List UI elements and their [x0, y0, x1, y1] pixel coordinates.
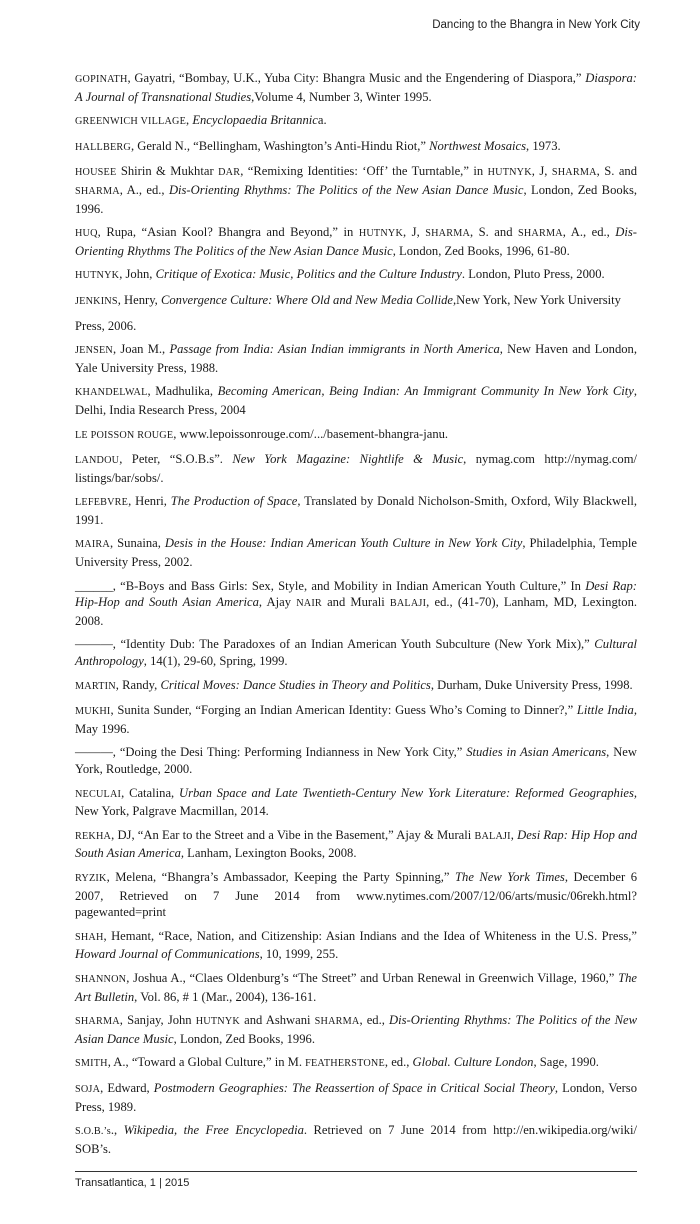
- reference-text: , J,: [531, 164, 552, 179]
- reference-entry: [75, 163, 637, 217]
- reference-entry: [75, 383, 637, 418]
- reference-entry: [75, 266, 637, 285]
- reference-entry: [75, 426, 637, 445]
- reference-text: , Henri,: [128, 494, 171, 509]
- reference-text: , J,: [403, 225, 426, 240]
- work-title: Becoming American, Being Indian: An Immigrant Community In New York City: [217, 384, 634, 399]
- author-name: HUTNYK: [487, 167, 532, 179]
- reference-text: Press, 2006.: [75, 318, 137, 333]
- work-title: New York Magazine: Nightlife & Music: [232, 452, 464, 467]
- author-name: KHANDELWAL: [75, 387, 148, 399]
- reference-text: . Retrieved on 7 June 2014 from http://en.wikipedia.org/wiki/ SOB’s.: [75, 1123, 637, 1156]
- reference-text: and Ashwani: [239, 1013, 315, 1028]
- reference-entry: [75, 970, 637, 1005]
- reference-text: New York, New York University: [456, 292, 621, 307]
- reference-text: , Melena, “Bhangra’s Ambassador, Keeping the Party Spinning,”: [106, 869, 456, 884]
- reference-text: , ed.,: [384, 1055, 413, 1070]
- reference-text: , ed.,: [359, 1013, 390, 1028]
- author-name: LEFEBVRE: [75, 497, 129, 509]
- reference-text: ———, “Doing the Desi Thing: Performing Indianness in New York City,”: [75, 745, 467, 760]
- author-name: S.O.B.’s: [75, 1126, 111, 1138]
- author-name: HUQ: [75, 228, 98, 240]
- reference-entry: [75, 869, 637, 921]
- reference-text: , Vol. 86, # 1 (Mar., 2004), 136-161.: [134, 989, 317, 1004]
- work-title: Desi Rap: Hip Hop and South Asian America,: [75, 827, 637, 861]
- reference-entry: [75, 928, 637, 963]
- author-name: GOPINATH: [75, 74, 128, 85]
- reference-text: , December 6 2007, Retrieved on 7 June 2014 from www.nytimes.com/2007/12/06/arts/music/06rekh.html? pagewanted=print: [75, 869, 637, 920]
- reference-entry: [75, 292, 637, 311]
- reference-entry: [75, 70, 637, 105]
- author-name: NECULAI: [75, 788, 122, 800]
- reference-text: , Catalina,: [121, 785, 179, 800]
- reference-text: , Henry,: [117, 292, 161, 307]
- author-name: RYZIK: [75, 872, 107, 884]
- reference-entry: [75, 138, 637, 157]
- reference-text: , Sanjay, John: [119, 1013, 196, 1028]
- work-title: Studies in Asian Americans: [466, 745, 607, 760]
- author-name: SHANNON: [75, 973, 127, 985]
- reference-text: , Delhi, India Research Press, 2004: [75, 384, 637, 417]
- reference-text: , Joan M.,: [113, 342, 170, 357]
- reference-text: ———, “Identity Dub: The Paradoxes of an Indian American Youth Subculture (New York Mix),”: [75, 637, 595, 652]
- reference-entry: [75, 112, 637, 131]
- reference-text: , London, Zed Books, 1996.: [173, 1031, 315, 1046]
- reference-text: , Ajay: [258, 595, 297, 610]
- reference-text: , London, Zed Books, 1996.: [75, 182, 638, 216]
- work-title: Urban Space and Late Twentieth-Century New York Literature: Reformed Geographies,: [178, 785, 637, 800]
- reference-entry: [75, 1122, 637, 1157]
- author-name: DAR: [218, 167, 241, 179]
- reference-text: , A., “Toward a Global Culture,” in M.: [107, 1055, 306, 1070]
- reference-text: , S. and: [470, 225, 518, 240]
- reference-text: Translated by Donald Nicholson-Smith, Oxford, Wily Blackwell, 1991.: [75, 494, 637, 527]
- author-name: BALAJI: [389, 598, 427, 610]
- reference-entry: [75, 827, 637, 862]
- reference-entry: [75, 318, 637, 335]
- reference-entry: [75, 578, 637, 630]
- reference-text: , Rupa, “Asian Kool? Bhangra and Beyond,” in: [97, 225, 359, 240]
- work-title: Dis-Orienting Rhythms: The Politics of the New Asian Dance Music: [168, 182, 524, 197]
- reference-entry: [75, 636, 637, 669]
- work-title: Howard Journal of Communications: [75, 947, 260, 962]
- reference-text: , Philadelphia, Temple University Press, 2002.: [75, 536, 637, 570]
- author-name: MUKHI: [75, 706, 111, 718]
- reference-text: , www.lepoissonrouge.com/.../basement-bhangra-janu.: [173, 426, 449, 441]
- work-title: Dis-Orienting Rhythms: The Politics of the New Asian Dance Music: [75, 1013, 638, 1046]
- reference-entry: [75, 744, 637, 777]
- work-title: Convergence Culture: Where Old and New Media Collide,: [160, 292, 457, 307]
- work-title: The Production of Space,: [170, 494, 301, 509]
- page-footer: Transatlantica, 1 | 2015: [75, 1177, 190, 1189]
- reference-text: , Durham, Duke University Press, 1998.: [430, 677, 633, 692]
- reference-text: ,: [186, 113, 193, 128]
- work-title: Wikipedia, the Free Encyclopedia: [123, 1123, 304, 1138]
- author-name: SHARMA: [75, 185, 120, 197]
- reference-text: Lanham, Lexington Books, 2008.: [184, 846, 357, 861]
- running-header: Dancing to the Bhangra in New York City: [432, 19, 640, 31]
- reference-text: , London, Verso Press, 1989.: [75, 1080, 637, 1114]
- author-name: HUTNYK: [195, 1016, 240, 1028]
- reference-text: and Murali: [321, 595, 390, 610]
- reference-text: , 1973.: [526, 138, 561, 153]
- reference-text: , Madhulika,: [147, 384, 218, 399]
- author-name: LANDOU: [75, 455, 120, 467]
- author-name: SHARMA: [314, 1016, 360, 1028]
- author-name: MAIRA: [75, 539, 110, 551]
- reference-text: , S. and: [596, 164, 637, 179]
- reference-text: New York, Palgrave Macmillan, 2014.: [75, 804, 269, 819]
- reference-entry: [75, 1054, 637, 1073]
- reference-text: , 14(1), 29-60, Spring, 1999.: [143, 654, 288, 669]
- author-name: SOJA: [75, 1083, 101, 1095]
- author-name: BALAJI: [474, 830, 511, 842]
- reference-text: , Sage, 1990.: [533, 1055, 599, 1070]
- reference-entry: [75, 493, 637, 528]
- reference-text: , London, Zed Books, 1996, 61-80.: [392, 243, 570, 258]
- author-name: HALLBERG: [75, 141, 131, 153]
- reference-text: , Gerald N., “Bellingham, Washington’s Anti-Hindu Riot,”: [130, 138, 430, 153]
- work-title: Northwest Mosaics: [429, 138, 527, 153]
- reference-text: , “Remixing Identities: ‘Off’ the Turntable,” in: [240, 164, 488, 179]
- reference-text: , Sunaina,: [109, 536, 165, 551]
- work-title: The New York Times: [455, 869, 565, 884]
- author-name: NAIR: [296, 598, 322, 610]
- author-name: LE POISSON ROUGE: [75, 429, 174, 441]
- work-title: Postmodern Geographies: The Reassertion of Space in Critical Social Theory: [153, 1080, 555, 1095]
- reference-text: ______, “B-Boys and Bass Girls: Sex, Style, and Mobility in Indian American Youth Culture,” In: [75, 578, 586, 593]
- reference-text: , Hemant, “Race, Nation, and Citizenship: Asian Indians and the Idea of Whiteness in the U.S. Press,”: [103, 928, 637, 943]
- reference-entry: [75, 1080, 637, 1115]
- reference-text: , New York, Routledge, 2000.: [75, 745, 637, 776]
- reference-entry: [75, 677, 637, 696]
- work-title: Global. Culture London: [412, 1055, 534, 1070]
- reference-text: , John,: [119, 267, 156, 282]
- reference-text: a.: [317, 113, 327, 128]
- reference-entry: [75, 1012, 637, 1047]
- author-name: JENSEN: [75, 345, 113, 357]
- reference-text: , Peter, “S.O.B.s”.: [119, 452, 233, 467]
- reference-text: . London, Pluto Press, 2000.: [461, 267, 605, 282]
- reference-entry: [75, 702, 637, 737]
- reference-text: , Edward,: [100, 1080, 154, 1095]
- reference-text: , A., ed.,: [562, 225, 616, 240]
- work-title: Critique of Exotica: Music, Politics and the Culture Industry: [155, 267, 462, 282]
- work-title: Dis-Orienting Rhythms The Politics of the New Asian Dance Music: [75, 225, 637, 258]
- author-name: HOUSEE: [75, 167, 117, 179]
- author-name: SHAH: [75, 931, 104, 943]
- author-name: HUTNYK: [358, 228, 404, 240]
- author-name: GREENWICH VILLAGE: [75, 116, 187, 128]
- reference-text: , nymag.com http://nymag.com/ listings/bar/sobs/.: [75, 452, 638, 485]
- reference-text: .,: [110, 1123, 124, 1138]
- author-name: SMITH: [75, 1058, 108, 1070]
- work-title: Encyclopaedia Britannic: [192, 113, 318, 128]
- author-name: SHARMA: [425, 228, 471, 240]
- work-title: Desi Rap: Hip-Hop and South Asian America: [75, 578, 637, 610]
- author-name: SHARMA: [517, 228, 563, 240]
- author-name: HUTNYK: [75, 270, 120, 282]
- work-title: Passage from India: Asian Indian immigrants in North America: [169, 342, 500, 357]
- bibliography-list: [75, 70, 637, 1164]
- work-title: Critical Moves: Dance Studies in Theory and Politics: [160, 677, 431, 692]
- reference-entry: [75, 451, 637, 486]
- footer-rule: [75, 1171, 637, 1172]
- work-title: Cultural Anthropology: [75, 637, 637, 669]
- reference-text: , Joshua A., “Claes Oldenburg’s “The Street” and Urban Renewal in Greenwich Village, 1960,”: [126, 970, 619, 985]
- reference-text: , Sunita Sunder, “Forging an Indian American Identity: Guess Who’s Coming to Dinner?,”: [110, 703, 577, 718]
- reference-text: , ed., (41-70), Lanham, MD, Lexington. 2008.: [75, 595, 638, 628]
- author-name: JENKINS: [75, 295, 118, 307]
- reference-text: , DJ, “An Ear to the Street and a Vibe in the Basement,” Ajay & Murali: [111, 827, 475, 842]
- work-title: The Art Bulletin: [75, 970, 637, 1004]
- reference-text: , 10, 1999, 255.: [259, 947, 339, 962]
- reference-entry: [75, 785, 637, 820]
- reference-text: Shirin & Mukhtar: [116, 164, 219, 179]
- reference-text: , Gayatri, “Bombay, U.K., Yuba City: Bhangra Music and the Engendering of Diaspora,”: [127, 71, 586, 85]
- reference-text: ,: [510, 827, 518, 842]
- reference-entry: [75, 341, 637, 376]
- author-name: MARTIN: [75, 680, 116, 692]
- work-title: Desis in the House: Indian American Youth Culture in New York City: [164, 536, 523, 551]
- work-title: Diaspora: A Journal of Transnational Studies,: [75, 71, 637, 104]
- reference-text: Volume 4, Number 3, Winter 1995.: [254, 89, 432, 104]
- reference-text: , A., ed.,: [119, 182, 169, 197]
- author-name: SHARMA: [75, 1016, 120, 1028]
- reference-text: , Randy,: [115, 677, 161, 692]
- reference-entry: [75, 535, 637, 570]
- author-name: FEATHERSTONE: [305, 1058, 385, 1070]
- author-name: SHARMA: [551, 167, 597, 179]
- work-title: Little India,: [576, 703, 637, 718]
- reference-text: May 1996.: [75, 721, 130, 736]
- author-name: REKHA: [75, 830, 112, 842]
- reference-text: , New Haven and London, Yale University Press, 1988.: [75, 342, 637, 375]
- reference-entry: [75, 224, 637, 259]
